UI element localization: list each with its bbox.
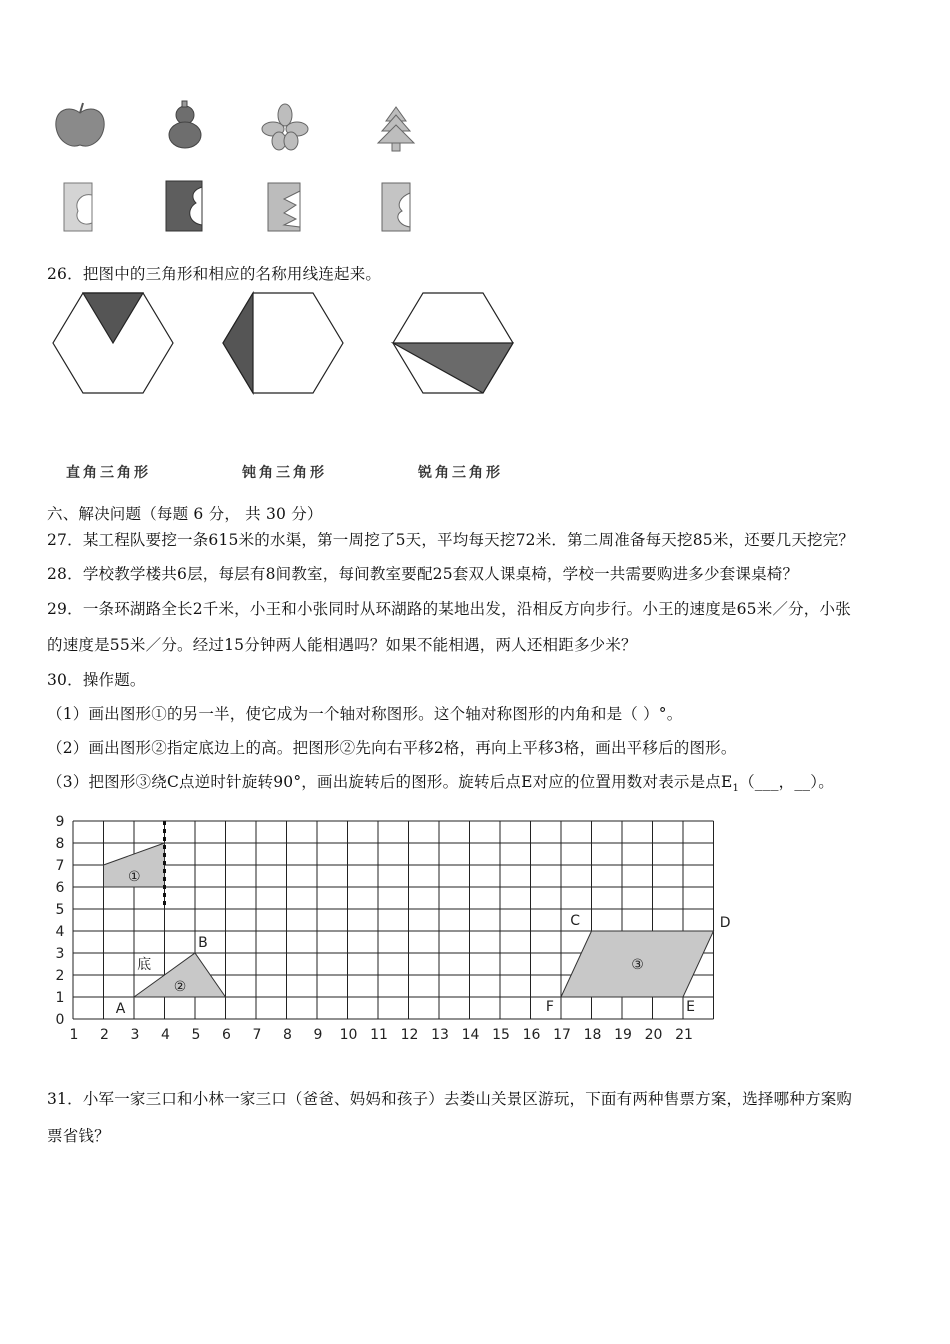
- q30-title: 30．操作题。: [47, 671, 146, 689]
- x-tick-label: 13: [431, 1027, 449, 1043]
- x-tick-label: 20: [644, 1027, 663, 1043]
- hexagon-acute-triangle: [393, 293, 513, 393]
- x-tick-label: 8: [283, 1027, 292, 1043]
- q30-part3-main: （3）把图形③绕C点逆时针旋转90°，画出旋转后的图形。旋转后点E对应的位置用数对表示是点E: [47, 773, 733, 791]
- coordinate-grid: [40, 800, 760, 1050]
- half-tree-icon: [382, 183, 410, 231]
- y-tick-label: 0: [55, 1012, 65, 1028]
- tree-icon: [378, 107, 414, 151]
- shape-3-label: ③: [631, 957, 644, 973]
- q28-text: 28．学校教学楼共6层，每层有8间教室，每间教室要配25套双人课桌椅，学校一共需要购进多少套课桌椅？: [47, 565, 799, 583]
- x-tick-label: 19: [614, 1027, 632, 1043]
- q30-part3-tail: （___，__）。: [739, 773, 834, 791]
- x-tick-label: 5: [191, 1027, 201, 1043]
- x-axis-ticks: [70, 1027, 693, 1043]
- half-flower-icon: [268, 183, 300, 231]
- y-tick-label: 9: [55, 814, 65, 830]
- half-apple-icon: [64, 183, 92, 231]
- x-tick-label: 1: [69, 1027, 79, 1043]
- point-c-label: C: [570, 913, 581, 929]
- x-tick-label: 9: [313, 1027, 323, 1043]
- point-a-label: A: [115, 1001, 126, 1017]
- apple-icon: [56, 103, 104, 146]
- base-label: 底: [137, 957, 152, 973]
- x-tick-label: 18: [583, 1027, 602, 1043]
- point-e-label: E: [686, 998, 696, 1015]
- q31-line1: 31．小军一家三口和小林一家三口（爸爸、妈妈和孩子）去娄山关景区游玩，下面有两种售票方案，选择哪种方案购: [47, 1090, 853, 1108]
- label-acute-triangle: 锐角三角形: [418, 465, 503, 481]
- section6-title: 六、解决问题（每题 6 分， 共 30 分）: [47, 505, 323, 523]
- point-b-label: B: [198, 935, 208, 951]
- x-tick-label: 11: [370, 1027, 388, 1043]
- y-tick-label: 5: [55, 902, 65, 918]
- half-gourd-icon: [166, 181, 202, 231]
- q31-line2: 票省钱？: [47, 1127, 110, 1145]
- x-tick-label: 10: [339, 1027, 358, 1043]
- q26-text: 26．把图中的三角形和相应的名称用线连起来。: [47, 265, 382, 283]
- x-tick-label: 12: [400, 1027, 419, 1043]
- q30-part1: （1）画出图形①的另一半，使它成为一个轴对称图形。这个轴对称图形的内角和是（ ）°。: [47, 705, 683, 723]
- hexagon-obtuse-triangle: [223, 293, 343, 393]
- shape-1-label: ①: [128, 869, 141, 885]
- y-tick-label: 7: [55, 858, 65, 874]
- y-tick-label: 6: [55, 880, 65, 896]
- y-axis-ticks: [56, 814, 65, 1028]
- label-right-triangle: 直角三角形: [66, 465, 151, 481]
- x-tick-label: 15: [492, 1027, 510, 1043]
- shape-2-label: ②: [173, 979, 187, 995]
- cutout-pictures: [40, 95, 440, 240]
- x-tick-label: 14: [461, 1027, 480, 1043]
- y-tick-label: 4: [55, 924, 65, 940]
- q30-part3: [47, 770, 834, 794]
- point-d-label: D: [719, 915, 731, 932]
- q29-line1: 29．一条环湖路全长2千米，小王和小张同时从环湖路的某地出发，沿相反方向步行。小王的速度是65米／分，小张: [47, 600, 851, 618]
- x-tick-label: 16: [522, 1027, 541, 1043]
- q30-part3-sub: 1: [732, 783, 740, 795]
- x-tick-label: 21: [675, 1027, 693, 1043]
- hexagon-right-triangle: [53, 293, 173, 393]
- q30-part2: （2）画出图形②指定底边上的高。把图形②先向右平移2格，再向上平移3格，画出平移后的图形。: [47, 739, 737, 757]
- flower-icon: [262, 104, 308, 150]
- q27-text: 27．某工程队要挖一条615米的水渠，第一周挖了5天，平均每天挖72米．第二周准备每天挖85米，还要几天挖完？: [47, 531, 855, 549]
- x-tick-label: 17: [553, 1027, 571, 1043]
- y-tick-label: 2: [55, 968, 65, 984]
- label-obtuse-triangle: 钝角三角形: [242, 465, 327, 481]
- x-tick-label: 4: [161, 1027, 170, 1043]
- gourd-icon: [169, 101, 201, 148]
- y-tick-label: 1: [55, 990, 65, 1006]
- x-tick-label: 7: [252, 1027, 262, 1043]
- x-tick-label: 2: [100, 1027, 109, 1043]
- q29-line2: 的速度是55米／分。经过15分钟两人能相遇吗？如果不能相遇，两人还相距多少米？: [47, 636, 637, 654]
- x-tick-label: 6: [222, 1027, 231, 1043]
- y-tick-label: 8: [55, 836, 65, 852]
- x-tick-label: 3: [130, 1027, 140, 1043]
- hexagon-figures: [45, 285, 525, 405]
- y-tick-label: 3: [55, 946, 65, 962]
- point-f-label: F: [545, 998, 554, 1015]
